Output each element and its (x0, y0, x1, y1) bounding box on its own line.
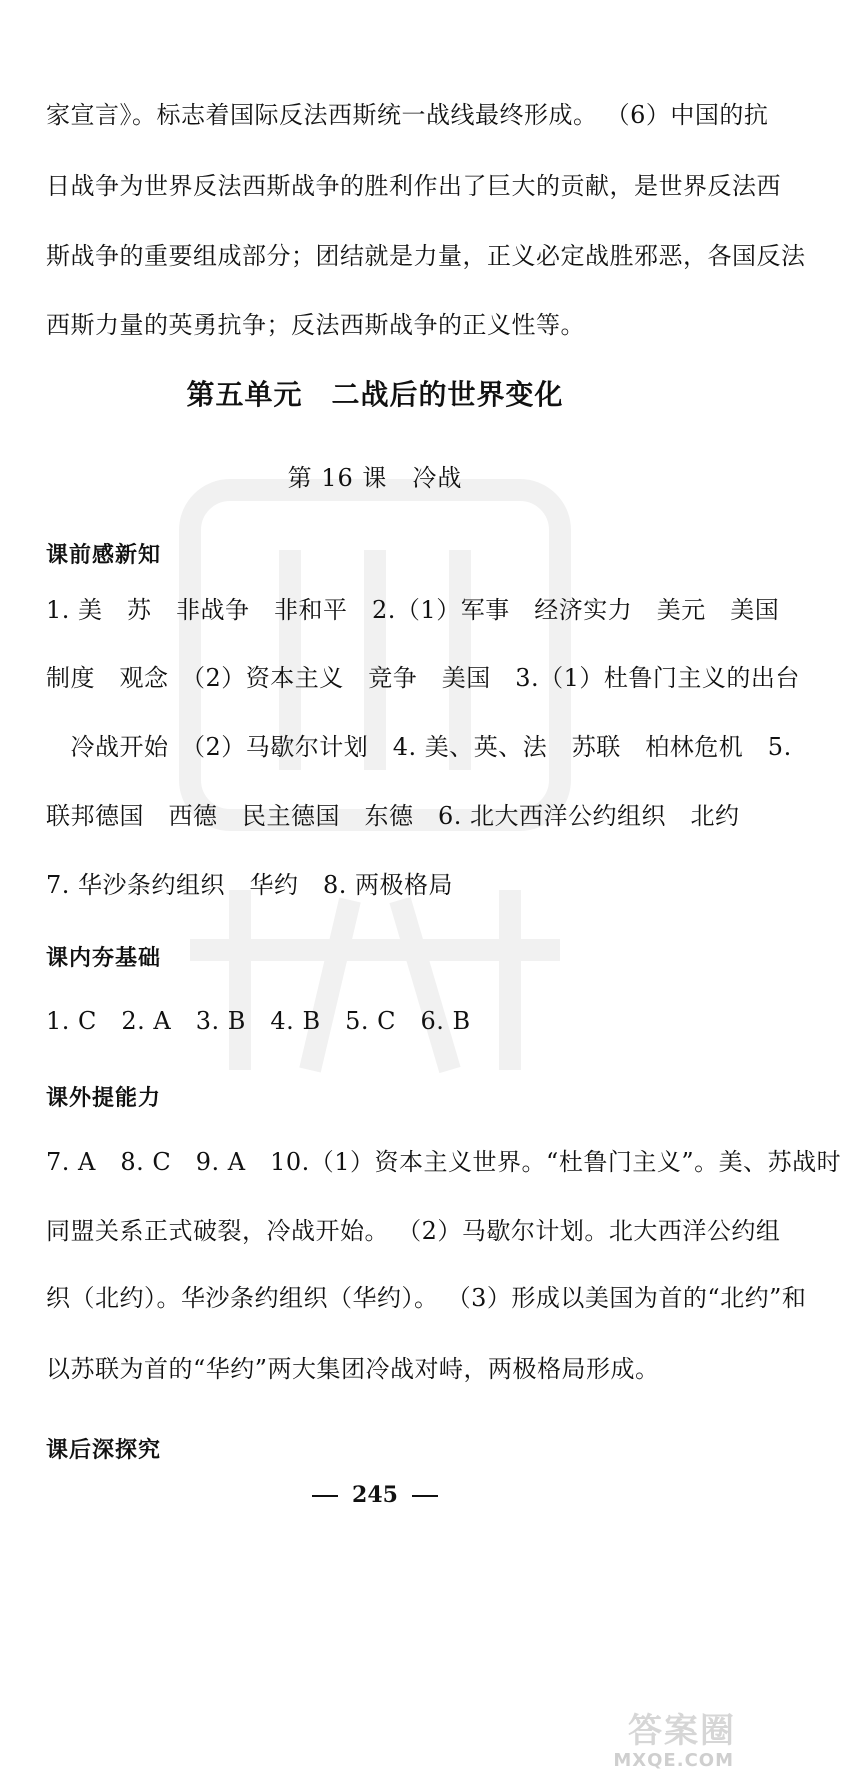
dash-right (412, 1495, 438, 1497)
paragraph-line: 日战争为世界反法西斯战争的胜利作出了巨大的贡献，是世界反法西 (46, 172, 781, 200)
answer-line: 7. A 8. C 9. A 10.（1）资本主义世界。“杜鲁门主义”。美、苏战时 (46, 1148, 841, 1176)
corner-watermark (592, 1701, 742, 1771)
answer-line: 制度 观念 （2）资本主义 竞争 美国 3.（1）杜鲁门主义的出台 (46, 664, 800, 692)
answer-line: 以苏联为首的“华约”两大集团冷战对峙，两极格局形成。 (46, 1355, 660, 1383)
answer-line: 同盟关系正式破裂，冷战开始。 （2）马歇尔计划。北大西洋公约组 (46, 1217, 781, 1245)
paragraph-line: 家宣言》。标志着国际反法西斯统一战线最终形成。 （6）中国的抗 (46, 101, 769, 129)
paragraph-line: 西斯力量的英勇抗争；反法西斯战争的正义性等。 (46, 311, 585, 339)
answer-line: 1. 美 苏 非战争 非和平 2.（1）军事 经济实力 美元 美国 (46, 596, 780, 624)
page-number-value: 245 (352, 1482, 398, 1508)
answer-line: 7. 华沙条约组织 华约 8. 两极格局 (46, 871, 454, 899)
answer-line: 织（北约）。华沙条约组织（华约）。 （3）形成以美国为首的“北约”和 (46, 1284, 807, 1312)
answer-line: 冷战开始 （2）马歇尔计划 4. 美、英、法 苏联 柏林危机 5. (46, 733, 792, 761)
paragraph-line: 斯战争的重要组成部分；团结就是力量，正义必定战胜邪恶，各国反法 (46, 242, 806, 270)
answer-line: 1. C 2. A 3. B 4. B 5. C 6. B (46, 1007, 471, 1035)
section-heading-in-class: 课内夯基础 (46, 946, 162, 971)
watermark-url-text: MXQE.COM (613, 1750, 734, 1771)
unit-title: 第五单元 二战后的世界变化 (186, 378, 564, 411)
page-number (0, 1482, 750, 1508)
answer-line: 联邦德国 西德 民主德国 东德 6. 北大西洋公约组织 北约 (46, 802, 740, 830)
dash-left (312, 1495, 338, 1497)
section-heading-extra-class: 课外提能力 (46, 1086, 162, 1111)
section-heading-pre-class: 课前感新知 (46, 543, 162, 568)
section-heading-after-class: 课后深探究 (46, 1438, 162, 1463)
watermark-logo-text: 答案圈 (628, 1711, 736, 1751)
lesson-title: 第 16 课 冷战 (287, 464, 463, 492)
